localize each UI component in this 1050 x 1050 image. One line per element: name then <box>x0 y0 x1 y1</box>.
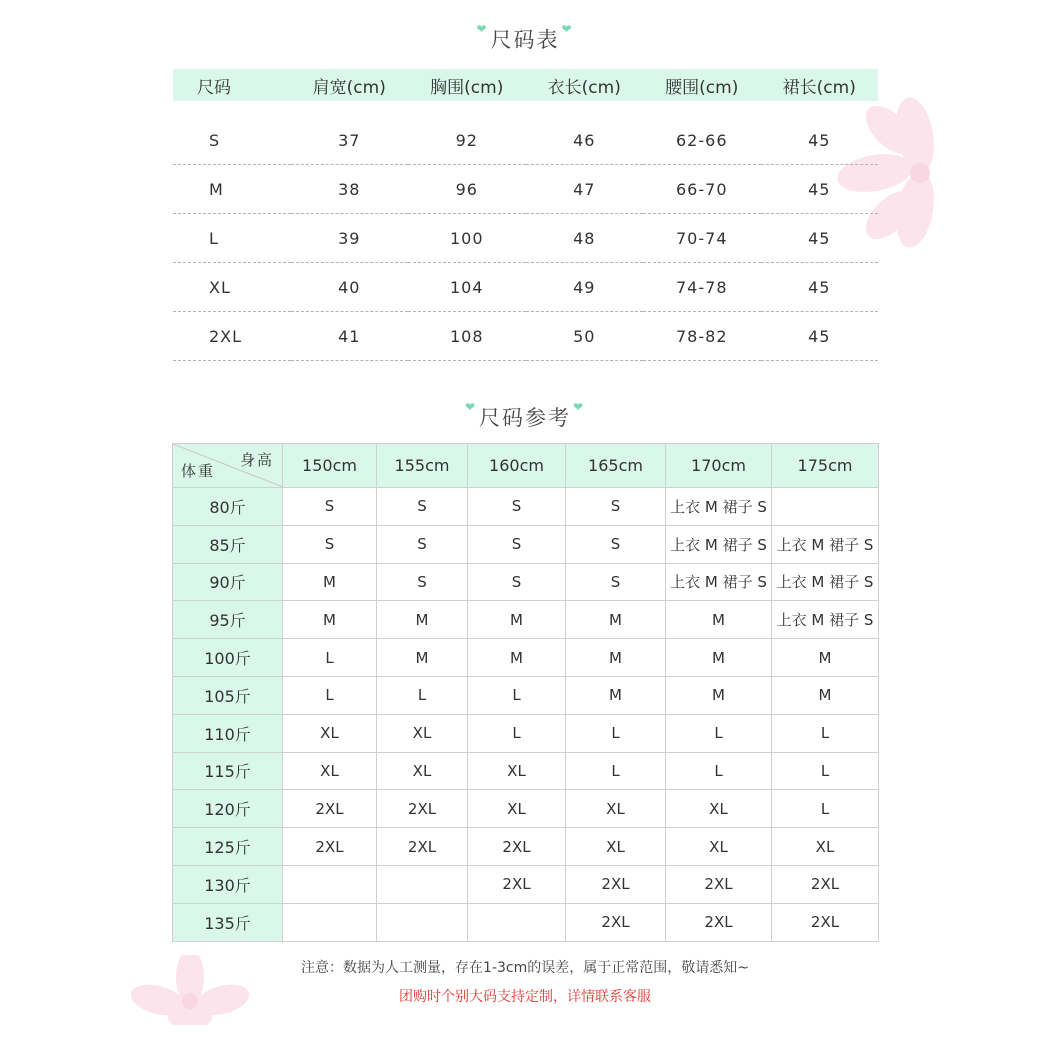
size-recommendation-cell: S <box>566 563 666 601</box>
size-recommendation-cell: L <box>468 714 566 752</box>
weight-cell: 130斤 <box>173 865 283 903</box>
size-recommendation-cell: S <box>566 525 666 563</box>
height-header-cell: 160cm <box>468 444 566 488</box>
size-recommendation-cell: XL <box>566 828 666 866</box>
table-row <box>173 752 879 790</box>
size-recommendation-cell: 2XL <box>377 790 468 828</box>
size-recommendation-cell: 2XL <box>468 828 566 866</box>
measurement-cell: 48 <box>526 214 644 263</box>
heart-icon: ❤ <box>561 22 574 36</box>
size-recommendation-cell: 上衣 M 裙子 S <box>772 601 879 639</box>
weight-cell: 120斤 <box>173 790 283 828</box>
size-recommendation-cell: 上衣 M 裙子 S <box>666 563 772 601</box>
size-label-cell: XL <box>173 263 291 312</box>
size-label-cell: 2XL <box>173 312 291 361</box>
height-header-cell: 150cm <box>283 444 377 488</box>
size-recommendation-cell: S <box>283 525 377 563</box>
size-recommendation-cell: L <box>468 676 566 714</box>
measurement-cell: 74-78 <box>643 263 761 312</box>
measurement-cell: 37 <box>291 116 409 165</box>
size-recommendation-cell: M <box>566 639 666 677</box>
size-recommendation-cell: XL <box>377 714 468 752</box>
size-recommendation-cell: S <box>377 525 468 563</box>
table-row <box>173 165 878 214</box>
measurement-cell: 62-66 <box>643 116 761 165</box>
size-recommendation-cell: XL <box>377 752 468 790</box>
table-row <box>173 312 878 361</box>
header-cell: 裙长(cm) <box>761 69 879 101</box>
size-recommendation-cell: M <box>377 601 468 639</box>
size-recommendation-cell <box>772 488 879 526</box>
table-row <box>173 676 879 714</box>
weight-label: 体重 <box>181 462 216 480</box>
size-recommendation-cell: S <box>377 488 468 526</box>
height-header-cell: 170cm <box>666 444 772 488</box>
size-recommendation-cell <box>468 903 566 941</box>
size-recommendation-cell: XL <box>468 752 566 790</box>
size-recommendation-cell: 2XL <box>468 865 566 903</box>
size-recommendation-cell: XL <box>666 790 772 828</box>
measurement-cell: 39 <box>291 214 409 263</box>
size-reference-title-text: 尺码参考 <box>479 406 571 430</box>
size-recommendation-cell: XL <box>566 790 666 828</box>
measurement-cell: 49 <box>526 263 644 312</box>
size-recommendation-cell: M <box>377 639 468 677</box>
table-row <box>173 714 879 752</box>
measurement-cell: 45 <box>761 214 879 263</box>
measurement-cell: 38 <box>291 165 409 214</box>
size-recommendation-cell: 上衣 M 裙子 S <box>666 488 772 526</box>
table-row <box>173 865 879 903</box>
measurement-cell: 66-70 <box>643 165 761 214</box>
weight-cell: 125斤 <box>173 828 283 866</box>
header-cell: 尺码 <box>173 69 291 101</box>
size-recommendation-cell: L <box>772 790 879 828</box>
spacer-row <box>173 101 878 116</box>
weight-cell: 105斤 <box>173 676 283 714</box>
measurement-cell: 45 <box>761 312 879 361</box>
size-recommendation-cell: L <box>772 752 879 790</box>
size-recommendation-cell <box>283 903 377 941</box>
measurement-cell: 96 <box>408 165 526 214</box>
heart-icon: ❤ <box>573 400 586 414</box>
size-recommendation-cell: L <box>377 676 468 714</box>
size-recommendation-cell: 2XL <box>566 865 666 903</box>
heart-icon: ❤ <box>476 22 489 36</box>
measurement-cell: 41 <box>291 312 409 361</box>
size-label-cell: S <box>173 116 291 165</box>
size-recommendation-cell: S <box>468 525 566 563</box>
weight-cell: 100斤 <box>173 639 283 677</box>
measurement-cell: 47 <box>526 165 644 214</box>
weight-cell: 80斤 <box>173 488 283 526</box>
size-recommendation-cell: 2XL <box>283 790 377 828</box>
header-cell: 胸围(cm) <box>408 69 526 101</box>
size-recommendation-cell: 2XL <box>666 903 772 941</box>
size-recommendation-cell: L <box>772 714 879 752</box>
heart-icon: ❤ <box>464 400 477 414</box>
size-recommendation-cell: XL <box>468 790 566 828</box>
size-recommendation-cell: S <box>566 488 666 526</box>
size-recommendation-cell: L <box>566 714 666 752</box>
size-recommendation-cell: L <box>283 676 377 714</box>
size-recommendation-cell: M <box>772 676 879 714</box>
measurement-cell: 78-82 <box>643 312 761 361</box>
table-row <box>173 488 879 526</box>
weight-cell: 95斤 <box>173 601 283 639</box>
height-label: 身高 <box>239 451 274 469</box>
size-recommendation-cell: S <box>468 563 566 601</box>
size-recommendation-cell: L <box>666 714 772 752</box>
size-recommendation-cell: 2XL <box>283 828 377 866</box>
size-recommendation-cell: M <box>666 601 772 639</box>
height-header-cell: 175cm <box>772 444 879 488</box>
weight-cell: 90斤 <box>173 563 283 601</box>
size-label-cell: L <box>173 214 291 263</box>
table-row <box>173 828 879 866</box>
size-recommendation-cell: XL <box>283 714 377 752</box>
size-reference-title <box>0 402 1050 432</box>
size-recommendation-cell: 上衣 M 裙子 S <box>772 525 879 563</box>
size-recommendation-cell: S <box>468 488 566 526</box>
size-reference-table <box>172 443 879 942</box>
size-recommendation-cell: 2XL <box>772 865 879 903</box>
size-recommendation-cell: M <box>772 639 879 677</box>
table-row <box>173 525 879 563</box>
size-recommendation-cell: 2XL <box>566 903 666 941</box>
size-recommendation-cell: 2XL <box>377 828 468 866</box>
table-row <box>173 116 878 165</box>
weight-cell: 135斤 <box>173 903 283 941</box>
size-recommendation-cell: XL <box>666 828 772 866</box>
measurement-cell: 92 <box>408 116 526 165</box>
weight-cell: 110斤 <box>173 714 283 752</box>
size-recommendation-cell: M <box>283 601 377 639</box>
size-chart-table <box>173 69 878 361</box>
measurement-cell: 46 <box>526 116 644 165</box>
measurement-cell: 104 <box>408 263 526 312</box>
size-recommendation-cell: 上衣 M 裙子 S <box>772 563 879 601</box>
size-recommendation-cell: 上衣 M 裙子 S <box>666 525 772 563</box>
size-recommendation-cell: M <box>566 601 666 639</box>
measurement-cell: 40 <box>291 263 409 312</box>
group-buy-note: 团购时个别大码支持定制，详情联系客服 <box>399 989 651 1005</box>
height-header-cell: 155cm <box>377 444 468 488</box>
header-cell: 腰围(cm) <box>643 69 761 101</box>
size-recommendation-cell: M <box>468 639 566 677</box>
corner-cell <box>173 444 283 488</box>
size-recommendation-cell: L <box>666 752 772 790</box>
size-recommendation-cell <box>283 865 377 903</box>
size-recommendation-cell: XL <box>283 752 377 790</box>
header-cell: 肩宽(cm) <box>291 69 409 101</box>
size-recommendation-cell: 2XL <box>772 903 879 941</box>
size-chart-title <box>0 24 1050 54</box>
size-recommendation-cell: M <box>468 601 566 639</box>
size-recommendation-cell: M <box>666 639 772 677</box>
header-cell: 衣长(cm) <box>526 69 644 101</box>
table-row <box>173 214 878 263</box>
table-row <box>173 639 879 677</box>
measurement-cell: 45 <box>761 116 879 165</box>
size-recommendation-cell <box>377 903 468 941</box>
size-label-cell: M <box>173 165 291 214</box>
measurement-cell: 50 <box>526 312 644 361</box>
measurement-cell: 45 <box>761 165 879 214</box>
height-header-cell: 165cm <box>566 444 666 488</box>
size-recommendation-cell: S <box>283 488 377 526</box>
size-chart-header-row <box>173 69 878 101</box>
measurement-cell: 45 <box>761 263 879 312</box>
size-recommendation-cell: L <box>283 639 377 677</box>
weight-cell: 115斤 <box>173 752 283 790</box>
size-recommendation-cell: M <box>566 676 666 714</box>
weight-cell: 85斤 <box>173 525 283 563</box>
measurement-cell: 108 <box>408 312 526 361</box>
size-recommendation-cell: L <box>566 752 666 790</box>
size-recommendation-cell <box>377 865 468 903</box>
measurement-cell: 100 <box>408 214 526 263</box>
table-row <box>173 601 879 639</box>
table-row <box>173 903 879 941</box>
size-recommendation-cell: M <box>283 563 377 601</box>
table-row <box>173 263 878 312</box>
size-recommendation-cell: S <box>377 563 468 601</box>
size-chart-title-text: 尺码表 <box>490 28 560 52</box>
table-row <box>173 790 879 828</box>
height-header-row <box>173 444 879 488</box>
measurement-cell: 70-74 <box>643 214 761 263</box>
size-recommendation-cell: M <box>666 676 772 714</box>
measurement-disclaimer: 注意：数据为人工测量，存在1-3cm的误差，属于正常范围，敬请悉知~ <box>301 960 749 976</box>
spacer-cell <box>173 101 878 116</box>
table-row <box>173 563 879 601</box>
size-recommendation-cell: 2XL <box>666 865 772 903</box>
size-recommendation-cell: XL <box>772 828 879 866</box>
